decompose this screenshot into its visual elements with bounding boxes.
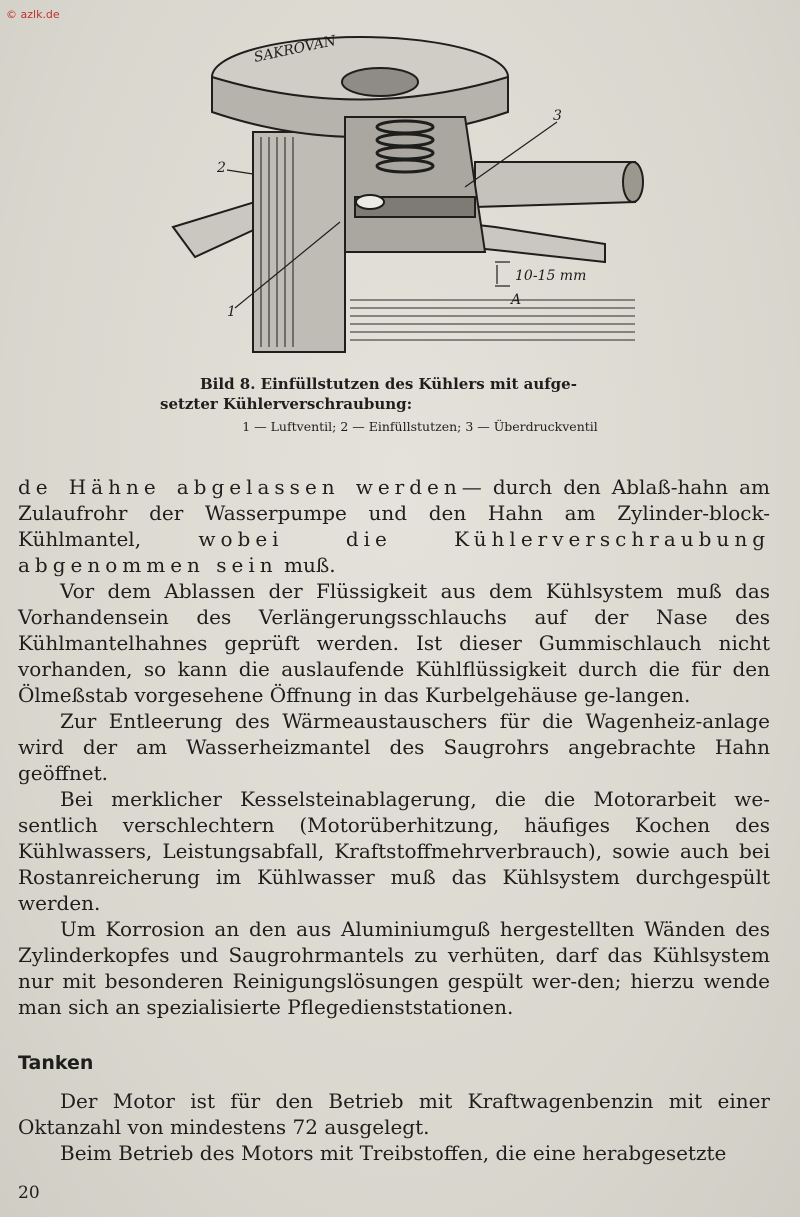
paragraph-1-text: — durch den Ablaß-hahn am Zulaufrohr der Wasserpumpe und den Hahn am Zylinder-block-Kühlmantel,: [18, 475, 771, 551]
cap-inscription: SAKROVAN: [252, 32, 338, 66]
label-3: 3: [553, 108, 562, 124]
paragraph-5: Um Korrosion an den aus Aluminiumguß hergestellten Wänden des Zylinderkopfes und Saugrohrmantels zu verhüten, darf das Kühlsystem nur mit besonderen Reinigungslösungen gespült wer-den; hierzu wende man sich an spezialisierte Pflegedienststationen.: [18, 917, 770, 1019]
label-2: 2: [217, 160, 226, 176]
section-paragraph-2: Beim Betrieb des Motors mit Treibstoffen, die eine herabgesetzte: [60, 1141, 727, 1165]
paragraph-3: Zur Entleerung des Wärmeaustauschers für die Wagenheiz-anlage wird der am Wasserheizmantel des Saugrohrs angebrachte Hahn geöffnet.: [18, 709, 770, 785]
caption-title-line1: Bild 8. Einfüllstutzen des Kühlers mit aufge-: [200, 375, 577, 393]
caption-title-line2: setzter Kühlerverschraubung:: [160, 395, 413, 413]
main-text: [18, 474, 770, 1020]
section-text: [18, 1088, 770, 1166]
radiator-filler-illustration: [165, 22, 645, 360]
caption-legend: 1 — Luftventil; 2 — Einfüllstutzen; 3 — Überdruckventil: [242, 419, 598, 434]
spaced-text-1: de Hähne abgelassen werden: [18, 475, 462, 499]
paragraph-1: [18, 474, 770, 578]
label-a: A: [511, 292, 522, 308]
label-1: 1: [227, 304, 236, 320]
watermark: © azlk.de: [6, 8, 60, 21]
dimension-label: 10-15 mm: [515, 268, 587, 284]
paragraph-1-end: muß.: [277, 553, 336, 577]
figure-caption: [120, 374, 680, 437]
spaced-text-2: wobei die Kühlerverschraubung abgenommen sein: [18, 527, 770, 577]
section-paragraph-1: Der Motor ist für den Betrieb mit Kraftwagenbenzin mit einer Oktanzahl von mindestens 72 ausgelegt.: [18, 1089, 770, 1139]
section-heading: Tanken: [18, 1052, 94, 1074]
page-number: 20: [18, 1183, 40, 1203]
paragraph-2: Vor dem Ablassen der Flüssigkeit aus dem Kühlsystem muß das Vorhandensein des Verlängerungsschlauchs auf der Nase des Kühlmantelhahnes geprüft werden. Ist dieser Gummischlauch nicht vorhanden, so kann die auslaufende Kühlflüssigkeit durch die für den Ölmeßstab vorgesehene Öffnung in das Kurbelgehäuse ge-langen.: [18, 579, 770, 707]
paragraph-4: Bei merklicher Kesselsteinablagerung, die die Motorarbeit we-sentlich verschlechtern (Motorüberhitzung, häufiges Kochen des Kühlwassers, Leistungsabfall, Kraftstoffmehrverbrauch), sowie auch bei Rostanreicherung im Kühlwasser muß das Kühlsystem durchgespült werden.: [18, 787, 770, 915]
